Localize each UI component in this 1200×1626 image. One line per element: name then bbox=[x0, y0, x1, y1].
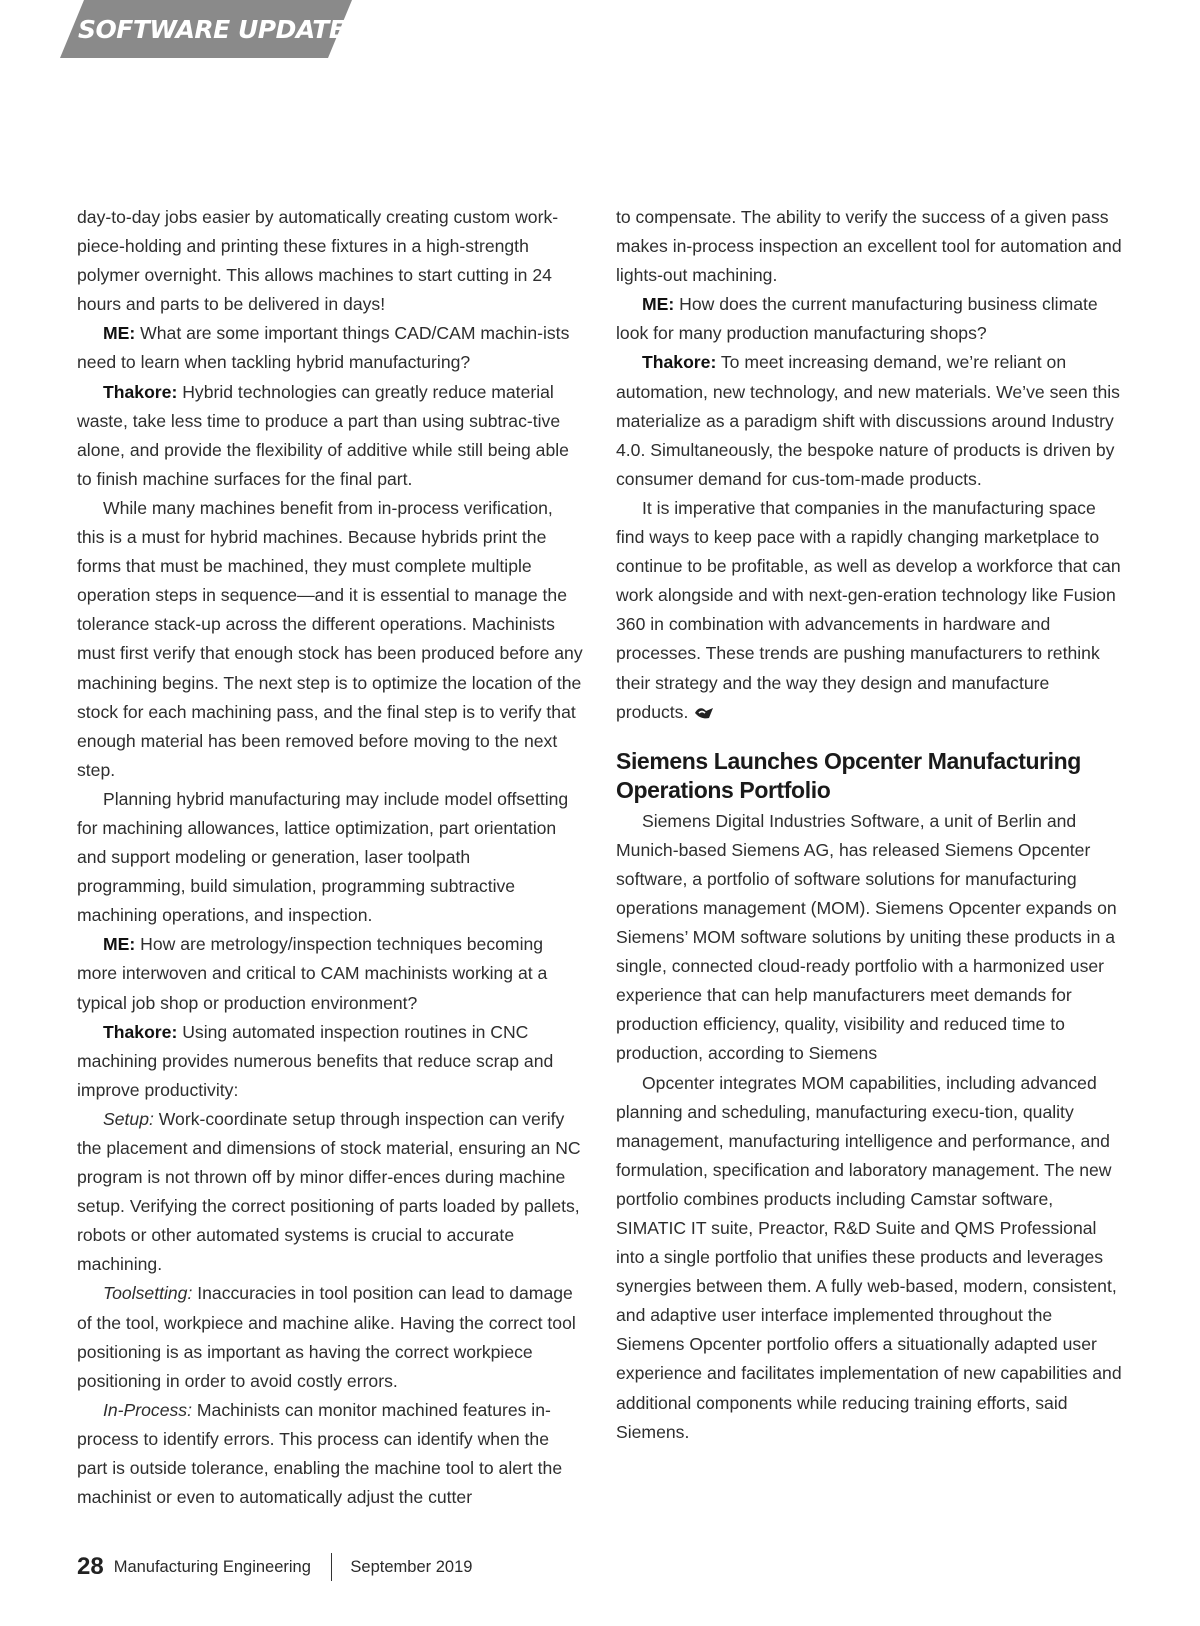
page-footer bbox=[77, 1552, 472, 1582]
list-paragraph bbox=[77, 1396, 583, 1512]
paragraph: Planning hybrid manufacturing may include model offsetting for machining allowances, lattice optimization, part orientation and support modeling or generation, laser toolpath programming, build simulation, programming subtractive machining operations, and inspection. bbox=[77, 788, 569, 926]
item-text: Machinists can monitor machined features in-process to identify errors. This process can identify when the part is outside tolerance, enabling the machine tool to alert the machinist or even to automatically adjust the cutter bbox=[77, 1399, 563, 1508]
speaker-label: Thakore: bbox=[103, 1021, 178, 1042]
answer-paragraph bbox=[77, 1018, 583, 1105]
answer-text: Hybrid technologies can greatly reduce material waste, take less time to produce a part than using subtrac-tive alone, and provide the flexibility of additive while still being able to finish machine surfaces for the final part. bbox=[77, 381, 569, 489]
left-column bbox=[77, 203, 583, 1512]
item-label: In-Process: bbox=[103, 1399, 192, 1420]
answer-paragraph bbox=[77, 378, 583, 494]
end-mark-icon bbox=[694, 707, 714, 719]
speaker-label: ME: bbox=[103, 934, 136, 955]
answer-text: To meet increasing demand, we’re reliant on automation, new technology, and new materials. We’ve seen this materialize as a paradigm shift with discussions around Industry 4.0. Simultaneously, the bespoke nature of products is driven by consumer demand for cus-tom-made products. bbox=[616, 352, 1120, 489]
right-column bbox=[616, 203, 1122, 1447]
list-paragraph bbox=[77, 1279, 583, 1395]
footer-divider bbox=[331, 1553, 333, 1581]
section-title: SOFTWARE UPDATE bbox=[78, 15, 346, 44]
item-text: Inaccuracies in tool position can lead to damage of the tool, workpiece and machine alike. Having the correct tool positioning is as important as having the correct workpiece positioning in order to avoid costly errors. bbox=[77, 1283, 576, 1391]
question-text: How are metrology/inspection techniques becoming more interwoven and critical to CAM machinists working at a typical job shop or production environment? bbox=[77, 934, 548, 1013]
article-headline: Siemens Launches Opcenter Manufacturing Operations Portfolio bbox=[616, 747, 1081, 803]
item-text: Work-coordinate setup through inspection can verify the placement and dimensions of stock material, ensuring an NC program is not thrown off by minor differ-ences during machine setup. Verifying the correct positioning of parts loaded by pallets, robots or other automated systems is crucial to accurate machining. bbox=[77, 1108, 581, 1275]
list-paragraph bbox=[77, 1105, 583, 1280]
item-label: Toolsetting: bbox=[103, 1283, 193, 1304]
speaker-label: ME: bbox=[642, 294, 675, 315]
issue-date: September 2019 bbox=[350, 1557, 473, 1576]
paragraph: Siemens Digital Industries Software, a unit of Berlin and Munich-based Siemens AG, has released Siemens Opcenter software, a portfolio of software solutions for manufacturing operations management (MOM). Siemens Opcenter expands on Siemens’ MOM software solutions by uniting these products in a single, connected cloud-ready portfolio with a harmonized user experience that can help manufacturers meet demands for production efficiency, quality, visibility and reduced time to production, according to Siemens bbox=[616, 810, 1117, 1064]
paragraph: While many machines benefit from in-process verification, this is a must for hybrid machines. Because hybrids print the forms that must be machined, they must complete multiple operation steps in sequence—and it is essential to manage the tolerance stack-up across the different operations. Machinists must first verify that enough stock has been produced before any machining begins. The next step is to optimize the location of the stock for each machining pass, and the final step is to verify that enough material has been removed before moving to the next step. bbox=[77, 497, 583, 780]
question-text: How does the current manufacturing business climate look for many production manufacturing shops? bbox=[616, 294, 1098, 344]
item-label: Setup: bbox=[103, 1108, 154, 1129]
page-number: 28 bbox=[77, 1553, 104, 1580]
answer-paragraph bbox=[616, 348, 1122, 493]
speaker-label: Thakore: bbox=[642, 352, 717, 373]
paragraph: Opcenter integrates MOM capabilities, including advanced planning and scheduling, manufacturing execu-tion, quality management, manufacturing intelligence and performance, and formulation, specification and laboratory management. The new portfolio combines products including Camstar software, SIMATIC IT suite, Preactor, R&D Suite and QMS Professional into a single portfolio that unifies these products and leverages synergies between them. A fully web-based, modern, consistent, and adaptive user interface implemented throughout the Siemens Opcenter portfolio offers a situationally adapted user experience and facilitates implementation of new capabilities and additional components while reducing training efforts, said Siemens. bbox=[616, 1072, 1122, 1442]
paragraph: to compensate. The ability to verify the success of a given pass makes in-process inspection an excellent tool for automation and lights-out machining. bbox=[616, 207, 1122, 286]
magazine-name: Manufacturing Engineering bbox=[113, 1557, 311, 1576]
answer-text: Using automated inspection routines in CNC machining provides numerous benefits that reduce scrap and improve productivity: bbox=[77, 1021, 554, 1100]
paragraph bbox=[616, 494, 1122, 727]
speaker-label: ME: bbox=[103, 323, 136, 344]
paragraph-text: It is imperative that companies in the manufacturing space find ways to keep pace with a rapidly changing marketplace to continue to be profitable, as well as develop a workforce that can work alongside and with next-gen-eration technology like Fusion 360 in combination with advancements in hardware and processes. These trends are pushing manufacturers to rethink their strategy and the way they design and manufacture products. bbox=[616, 497, 1121, 722]
question-paragraph bbox=[616, 290, 1122, 348]
question-paragraph bbox=[77, 930, 583, 1017]
question-paragraph bbox=[77, 319, 583, 377]
question-text: What are some important things CAD/CAM machin-ists need to learn when tackling hybrid manufacturing? bbox=[77, 323, 570, 373]
paragraph: day-to-day jobs easier by automatically creating custom work-piece-holding and printing these fixtures in a high-strength polymer overnight. This allows machines to start cutting in 24 hours and parts to be delivered in days! bbox=[77, 207, 559, 315]
speaker-label: Thakore: bbox=[103, 381, 178, 402]
